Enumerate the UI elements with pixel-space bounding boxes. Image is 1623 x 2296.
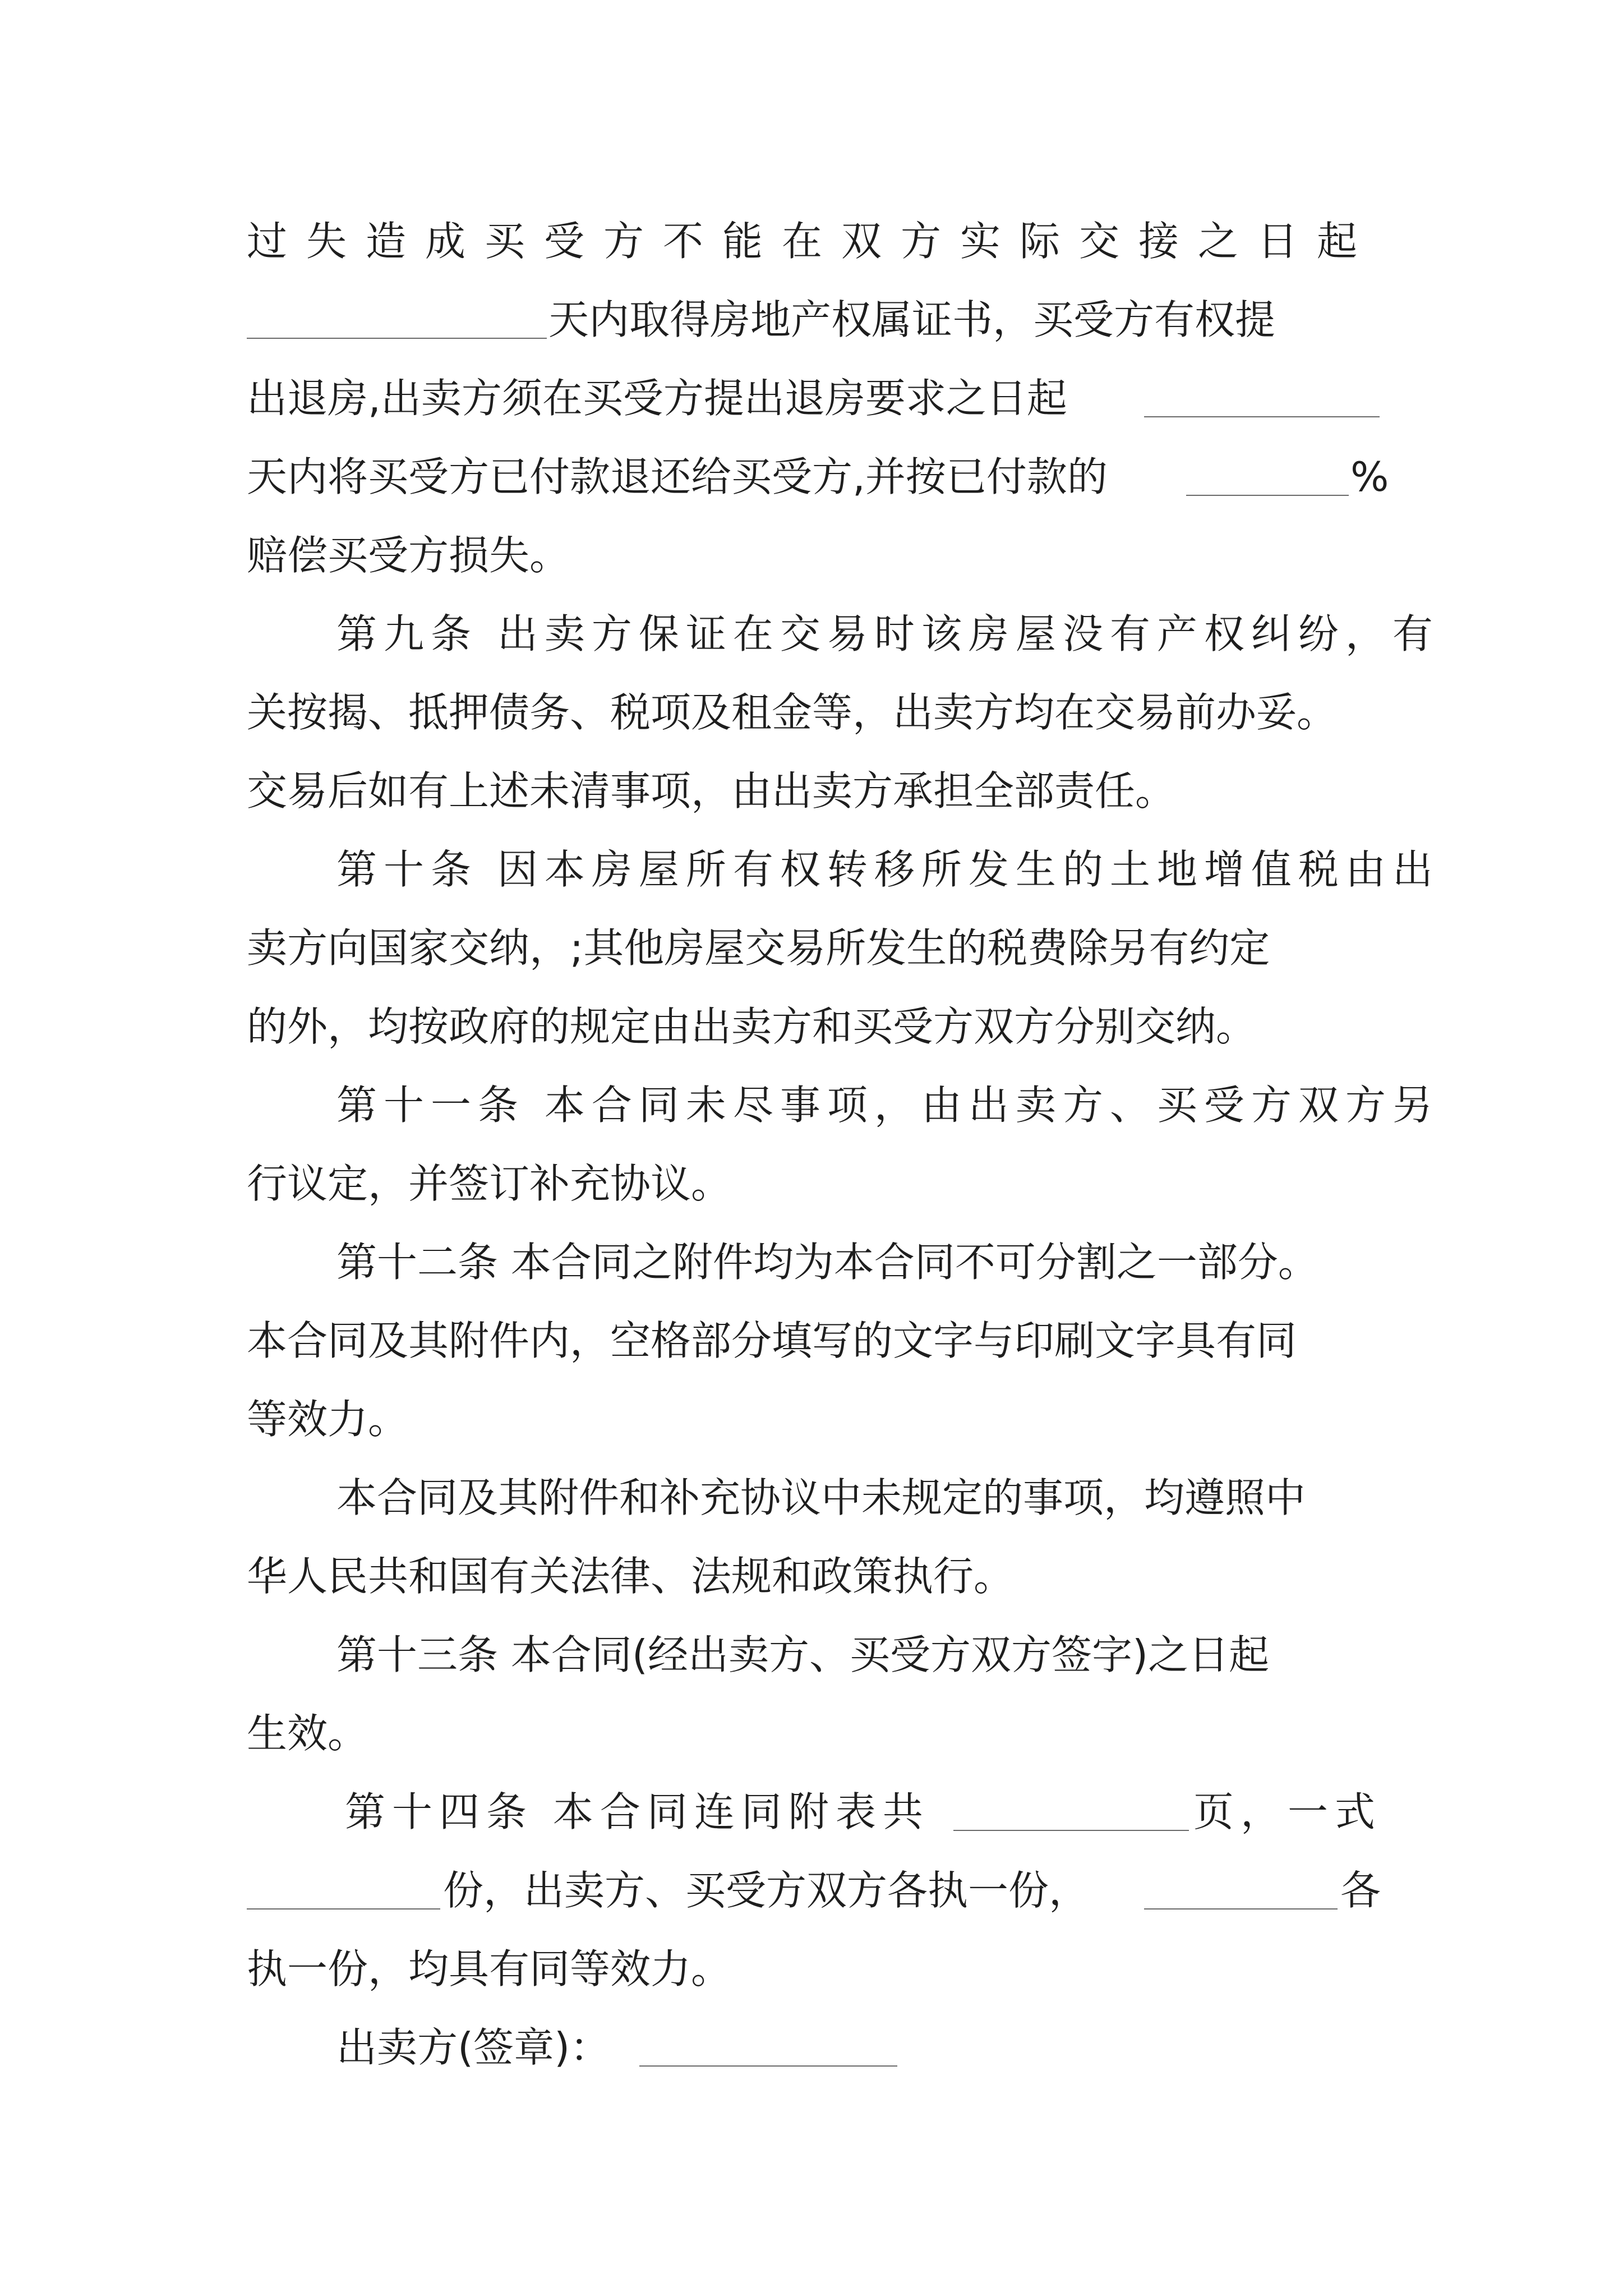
clause-14-line-3 [0, 1930, 1623, 2008]
clause-8-text: 赔偿买受方损失。 [247, 532, 570, 579]
clause-12-line-2 [0, 1301, 1623, 1380]
clause-9-text: 关按揭、抵押债务、税项及租金等，出卖方均在交易前办妥。 [247, 689, 1338, 736]
clause-10-text: 第十条 因本房屋所有权转移所发生的土地增值税由出 [336, 846, 1440, 893]
clause-9-text: 第九条 出卖方保证在交易时该房屋没有产权纠纷，有 [336, 610, 1440, 657]
clause-8-line-2 [0, 280, 1623, 359]
clause-8-line-5 [0, 516, 1623, 595]
clause-14-line-2 [0, 1851, 1623, 1930]
clause-11-text: 行议定，并签订补充协议。 [247, 1160, 732, 1207]
seller-signature-label: 出卖方(签章)： [336, 2024, 611, 2071]
unregulated-line-2 [0, 1537, 1623, 1616]
clause-11-line-1 [0, 1066, 1623, 1144]
percent-sign: % [1350, 453, 1389, 500]
unregulated-text: 华人民共和国有关法律、法规和政策执行。 [247, 1553, 1015, 1600]
refund-request-date-blank[interactable] [1144, 416, 1380, 417]
clause-8-text: 天内取得房地产权属证书，买受方有权提 [548, 296, 1276, 343]
clause-10-text: 的外，均按政府的规定由出卖方和买受方双方分别交纳。 [247, 1003, 1257, 1050]
other-party-blank[interactable] [1144, 1908, 1338, 1910]
unregulated-line-1 [0, 1458, 1623, 1537]
clause-8-line-1 [0, 202, 1623, 280]
clause-13-text: 第十三条 本合同(经出卖方、买受方双方签字)之日起 [336, 1631, 1270, 1678]
clause-12-text: 等效力。 [247, 1396, 409, 1443]
clause-8-text: 天内将买受方已付款退还给买受方,并按已付款的 [247, 453, 1108, 500]
clause-11-line-2 [0, 1144, 1623, 1223]
clause-8-line-3 [0, 359, 1623, 438]
days-to-obtain-certificate-blank[interactable] [247, 338, 547, 339]
clause-14-text: 份，出卖方、买受方双方各执一份， [443, 1867, 1090, 1914]
clause-10-line-1 [0, 830, 1623, 909]
clause-10-line-2 [0, 909, 1623, 987]
clause-12-line-1 [0, 1223, 1623, 1301]
clause-12-text: 本合同及其附件内，空格部分填写的文字与印刷文字具有同 [247, 1317, 1297, 1364]
clause-14-text: 各 [1340, 1867, 1381, 1914]
page-count-blank[interactable] [953, 1830, 1189, 1831]
clause-9-line-1 [0, 595, 1623, 673]
clause-13-line-2 [0, 1694, 1623, 1773]
clause-9-line-2 [0, 673, 1623, 752]
clause-9-text: 交易后如有上述未清事项，由出卖方承担全部责任。 [247, 767, 1176, 815]
clause-8-text: 过失造成买受方不能在双方实际交接之日起 [247, 218, 1377, 265]
clause-11-text: 第十一条 本合同未尽事项，由出卖方、买受方双方另 [336, 1082, 1440, 1129]
clause-14-line-1 [0, 1773, 1623, 1851]
clause-8-text: 出退房,出卖方须在买受方提出退房要求之日起 [247, 375, 1067, 422]
clause-13-text: 生效。 [247, 1710, 368, 1757]
clause-10-text: 卖方向国家交纳，;其他房屋交易所发生的税费除另有约定 [247, 924, 1270, 972]
clause-8-line-4 [0, 438, 1623, 516]
seller-signature-blank[interactable] [639, 2065, 897, 2067]
copy-count-blank[interactable] [247, 1908, 440, 1910]
seller-signature-line [0, 2008, 1623, 2087]
clause-14-text: 第十四条 本合同连同附表共 [345, 1788, 930, 1835]
compensation-percent-blank[interactable] [1186, 495, 1349, 496]
clause-12-text: 第十二条 本合同之附件均为本合同不可分割之一部分。 [336, 1239, 1318, 1286]
clause-9-line-3 [0, 752, 1623, 830]
clause-14-text: 页，一式 [1193, 1788, 1382, 1835]
unregulated-text: 本合同及其附件和补充协议中未规定的事项，均遵照中 [336, 1474, 1306, 1521]
clause-12-line-3 [0, 1380, 1623, 1458]
clause-13-line-1 [0, 1616, 1623, 1694]
clause-10-line-3 [0, 987, 1623, 1066]
clause-14-text: 执一份，均具有同等效力。 [247, 1945, 732, 1993]
